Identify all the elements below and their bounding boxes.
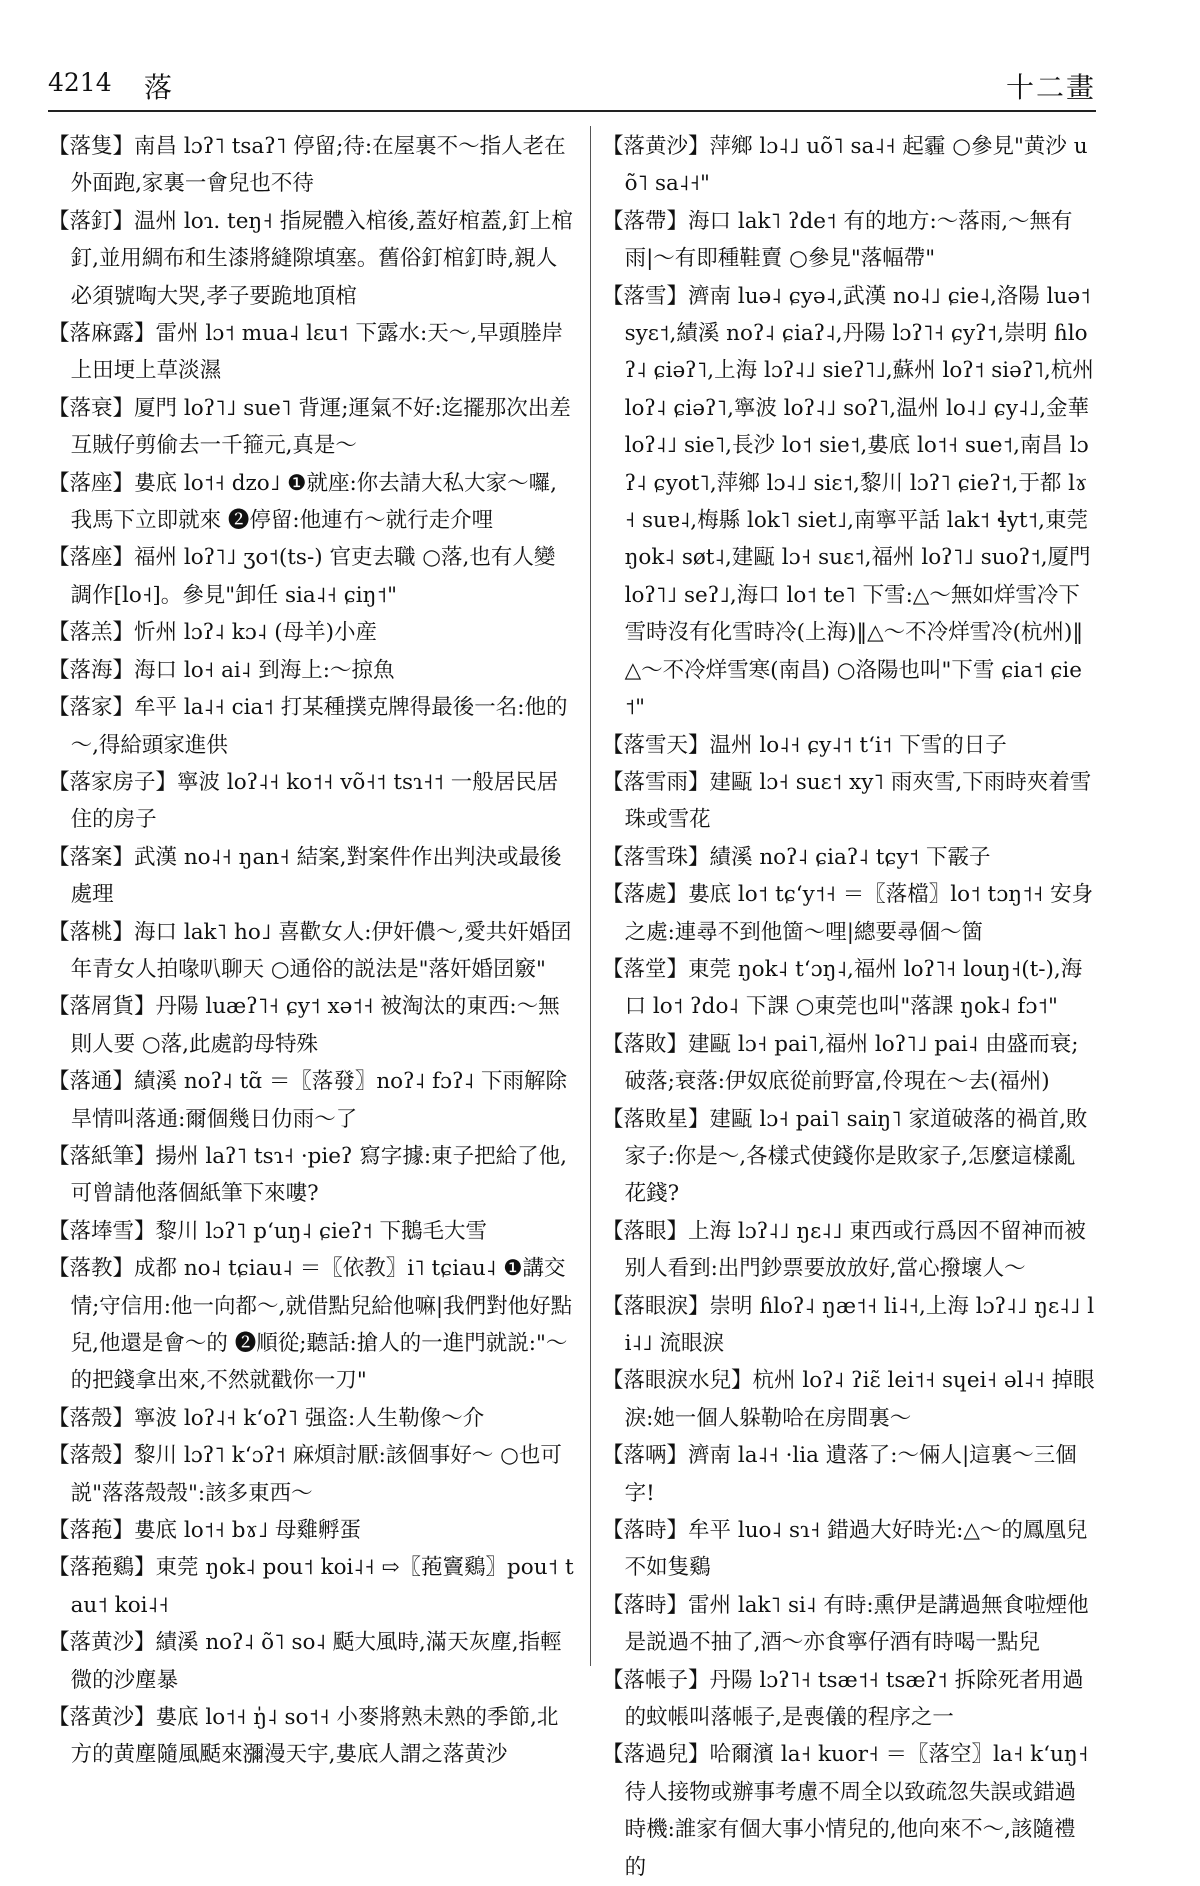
dictionary-entry: 【落屑貨】丹陽 luæʔ˥˧ ɕy˦ xə˦˧ 被淘汰的東西:～無則人要 ○落,此處韵母特殊	[48, 994, 560, 1057]
dictionary-entry: 【落家】牟平 la˨˧ cia˦ 打某種撲克牌得最後一名:他的～,得給頭家進供	[48, 695, 568, 758]
dictionary-entry: 【落座】福州 loʔ˥˩ ʒo˦(ts-) 官吏去職 ○落,也有人變調作[lo˧]。參見"卸任 sia˨˧ ɕiŋ˦"	[48, 545, 556, 608]
dictionary-entry: 【落眼淚水兒】杭州 loʔ˨ ʔiɛ̃ lei˦˧ sɥei˧ əl˨˧ 掉眼淚:她一個人躲勒哈在房間裏～	[602, 1368, 1095, 1431]
dictionary-entry: 【落家房子】寧波 loʔ˨˧ ko˦˧ võ˧˦ tsɿ˧˦ 一般居民居住的房子	[48, 769, 559, 833]
column-divider	[590, 126, 591, 1666]
dictionary-entry: 【落桃】海口 lak˥ ho˩ 喜歡女人:伊奸儂～,愛共奸婚囝年青女人拍喙叭聊天 ○通俗的説法是"落奸婚囝竅"	[48, 919, 572, 982]
dictionary-entry: 【落帳子】丹陽 lɔʔ˥˧ tsæ˦˧ tsæʔ˦ 拆除死者用過的蚊帳叫落帳子,是喪儀的程序之一	[602, 1667, 1084, 1731]
dictionary-entry: 【落眼】上海 lɔʔ˨˩ ŋɛ˨˩ 東西或行爲因不留神而被别人看到:出門鈔票要放放好,當心撥壞人～	[602, 1218, 1086, 1282]
header-rule	[48, 110, 1096, 112]
dictionary-entry: 【落黄沙】婁底 lo˦˧ ŋ̍˨ so˦˧ 小麥將熟未熟的季節,北方的黄塵隨風颳來瀰漫天宇,婁底人謂之落黄沙	[48, 1705, 559, 1768]
dictionary-entry: 【落麻露】雷州 lɔ˦ mua˨ lɛu˦ 下露水:天～,早頭塍岸上田埂上草淡濕	[48, 321, 564, 384]
right-column	[602, 128, 1096, 1886]
dictionary-entry: 【落釘】温州 loɿ. teŋ˧ 指屍體入棺後,蓋好棺蓋,釘上棺釘,並用綢布和生漆將縫隙填塞。舊俗釘棺釘時,親人必須號啕大哭,孝子要跪地頂棺	[48, 208, 573, 309]
head-character: 落	[144, 71, 173, 104]
dictionary-entry: 【落黄沙】績溪 noʔ˨ õ˥ so˨ 颳大風時,滿天灰塵,指輕微的沙塵暴	[48, 1630, 562, 1693]
dictionary-entry: 【落羔】忻州 lɔʔ˨ kɔ˨ (母羊)小産	[48, 620, 377, 646]
dictionary-entry: 【落菢鷄】東莞 ŋok˨ pou˦ koi˨˧ ⇨〖菢竇鷄〗pou˦ tau˦ koi˨˧	[48, 1555, 574, 1618]
stroke-count-label: 十二畫	[1005, 71, 1096, 104]
dictionary-entry: 【落海】海口 lo˧ ai˨ 到海上:～掠魚	[48, 657, 395, 683]
page-header	[48, 62, 1096, 112]
dictionary-entry: 【落過兒】哈爾濱 la˧ kuor˧ ＝〖落空〗la˧ kʻuŋ˧ 待人接物或辦事考慮不周全以致疏忽失誤或錯過時機:誰家有個大事小情兒的,他向來不～,該隨禮的	[602, 1742, 1089, 1880]
dictionary-entry: 【落唡】濟南 la˨˧ ·lia 遺落了:～倆人|這裏～三個字!	[602, 1443, 1077, 1506]
dictionary-entry: 【落處】婁底 lo˦ tɕʻy˦˧ ＝〖落檔〗lo˦ tɔŋ˦˧ 安身之處:連尋不到他箇～哩|總要尋個～箇	[602, 882, 1094, 945]
dictionary-entry: 【落敗星】建甌 lɔ˧ pai˥ saiŋ˥ 家道破落的禍首,敗家子:你是～,各樣式使錢你是敗家子,怎麼這樣亂花錢?	[602, 1106, 1088, 1207]
dictionary-entry: 【落菢】婁底 lo˦˧ bɤ˩ 母雞孵蛋	[48, 1518, 362, 1544]
dictionary-entry: 【落座】婁底 lo˦˧ dzo˩ ❶就座:你去請大私大家～囉,我馬下立即就來 ❷停留:他連冇～就行走介哩	[48, 470, 558, 534]
dictionary-entry: 【落紙筆】揚州 laʔ˥ tsɿ˧ ·pieʔ 寫字據:東子把給了他,可曾請他落個紙筆下來嘍?	[48, 1143, 567, 1207]
left-column	[48, 128, 576, 1774]
dictionary-entry: 【落雪天】温州 lo˨˧ ɕy˨˦ tʻi˦ 下雪的日子	[602, 732, 1007, 758]
dictionary-entry: 【落殼】寧波 loʔ˨˧ kʻoʔ˥ 强盗:人生勒像～介	[48, 1405, 485, 1431]
dictionary-entry: 【落通】績溪 noʔ˨ tɑ̃ ＝〖落發〗noʔ˨ fɔʔ˨ 下雨解除旱情叫落通:爾個幾日仂雨～了	[48, 1069, 568, 1132]
dictionary-entry: 【落雪雨】建甌 lɔ˧ suɛ˦ xy˥ 雨夾雪,下雨時夾着雪珠或雪花	[602, 769, 1092, 833]
dictionary-entry: 【落帶】海口 lak˥ ʔde˦ 有的地方:～落雨,～無有雨|～有即種鞋賣 ○參見"落幅帶"	[602, 208, 1073, 272]
dictionary-entry: 【落教】成都 no˨ tɕiau˨ ＝〖依教〗i˥ tɕiau˨ ❶講交情;守信用:他一向都～,就借點兒給他嘛|我們對他好點兒,他還是會～的 ❷順從;聽話:搶人的一進門就説:"～的把錢拿出來,不然就戳你一刀"	[48, 1256, 573, 1394]
dictionary-entry: 【落時】雷州 lak˥ si˨ 有時:熏伊是講過無食啦煙他是説過不抽了,酒～亦食寧仔酒有時喝一點兒	[602, 1592, 1089, 1656]
page-number: 4214	[48, 68, 112, 97]
dictionary-entry: 【落衰】厦門 loʔ˥˩ sue˥ 背運;運氣不好:迄擺那次出差互賊仔剪偷去一千箍元,真是～	[48, 395, 571, 459]
dictionary-entry: 【落案】武漢 no˨˧ ŋan˧ 結案,對案件作出判決或最後處理	[48, 844, 562, 908]
dictionary-entry: 【落時】牟平 luo˨ sɿ˧ 錯過大好時光:△～的鳳凰兒不如隻鷄	[602, 1518, 1088, 1581]
dictionary-entry: 【落隻】南昌 lɔʔ˥ tsaʔ˥ 停留;待:在屋裏不～指人老在外面跑,家裏一會兒也不待	[48, 134, 566, 197]
dictionary-entry: 【落黄沙】萍鄉 lɔ˨˩ uõ˥ sa˨˧ 起霾 ○參見"黄沙 uõ˥ sa˨˧"	[602, 134, 1088, 197]
dictionary-entry: 【落殼】黎川 lɔʔ˥ kʻɔʔ˦ 麻煩討厭:該個事好～ ○也可説"落落殼殼":該多東西～	[48, 1443, 562, 1506]
dictionary-entry: 【落堂】東莞 ŋok˨ tʻɔŋ˨,福州 loʔ˥˧ louŋ˧(t-),海口 lo˦ ʔdo˨ 下課 ○東莞也叫"落課 ŋok˨ fɔ˦"	[602, 956, 1083, 1020]
dictionary-entry: 【落雪珠】績溪 noʔ˨ ɕiaʔ˨ tɕy˦ 下霰子	[602, 844, 991, 870]
dictionary-entry: 【落雪】濟南 luə˨ ɕyə˨,武漢 no˨˩ ɕie˨,洛陽 luə˦ syɛ˦,績溪 noʔ˨ ɕiaʔ˨,丹陽 lɔʔ˥˧ ɕyʔ˦,崇明 ɦloʔ˨ ɕiəʔ˥,上海 lɔʔ˨˩ sieʔ˥˩,蘇州 loʔ˦ siəʔ˥,杭州 loʔ˨ ɕiəʔ˥,寧波 loʔ˨˩ soʔ˥,温州 lo˨˩ ɕy˨˩,金華 loʔ˨˩ sie˥,長沙 lo˦ sie˦,婁底 lo˦˧ sue˦,南昌 lɔʔ˨ ɕyot˥,萍鄉 lɔ˨˩ siɛ˦,黎川 lɔʔ˥ ɕieʔ˦,于都 lɤ˧ suɐ˨,梅縣 lok˥ siet˩,南寧平話 lak˦ ɬyt˦,東莞 ŋok˨ søt˨,建甌 lɔ˧ suɛ˦,福州 loʔ˥˩ suoʔ˦,厦門 loʔ˥˩ seʔ˩,海口 lo˦ te˥ 下雪:△～無如烊雪冷下雪時沒有化雪時冷(上海)‖△～不冷烊雪冷(杭州)‖△～不冷烊雪寒(南昌) ○洛陽也叫"下雪 ɕia˦ ɕie˦"	[602, 283, 1094, 721]
dictionary-entry: 【落敗】建甌 lɔ˧ pai˥,福州 loʔ˥˩ pai˨ 由盛而衰;破落;衰落:伊奴底從前野富,伶現在～去(福州)	[602, 1031, 1079, 1095]
dictionary-entry: 【落埲雪】黎川 lɔʔ˥ pʻuŋ˨ ɕieʔ˦ 下鵝毛大雪	[48, 1218, 488, 1244]
dictionary-entry: 【落眼淚】崇明 ɦloʔ˨ ŋæ˦˧ li˨˧,上海 lɔʔ˨˩ ŋɛ˨˩ li˨˩ 流眼淚	[602, 1293, 1095, 1356]
